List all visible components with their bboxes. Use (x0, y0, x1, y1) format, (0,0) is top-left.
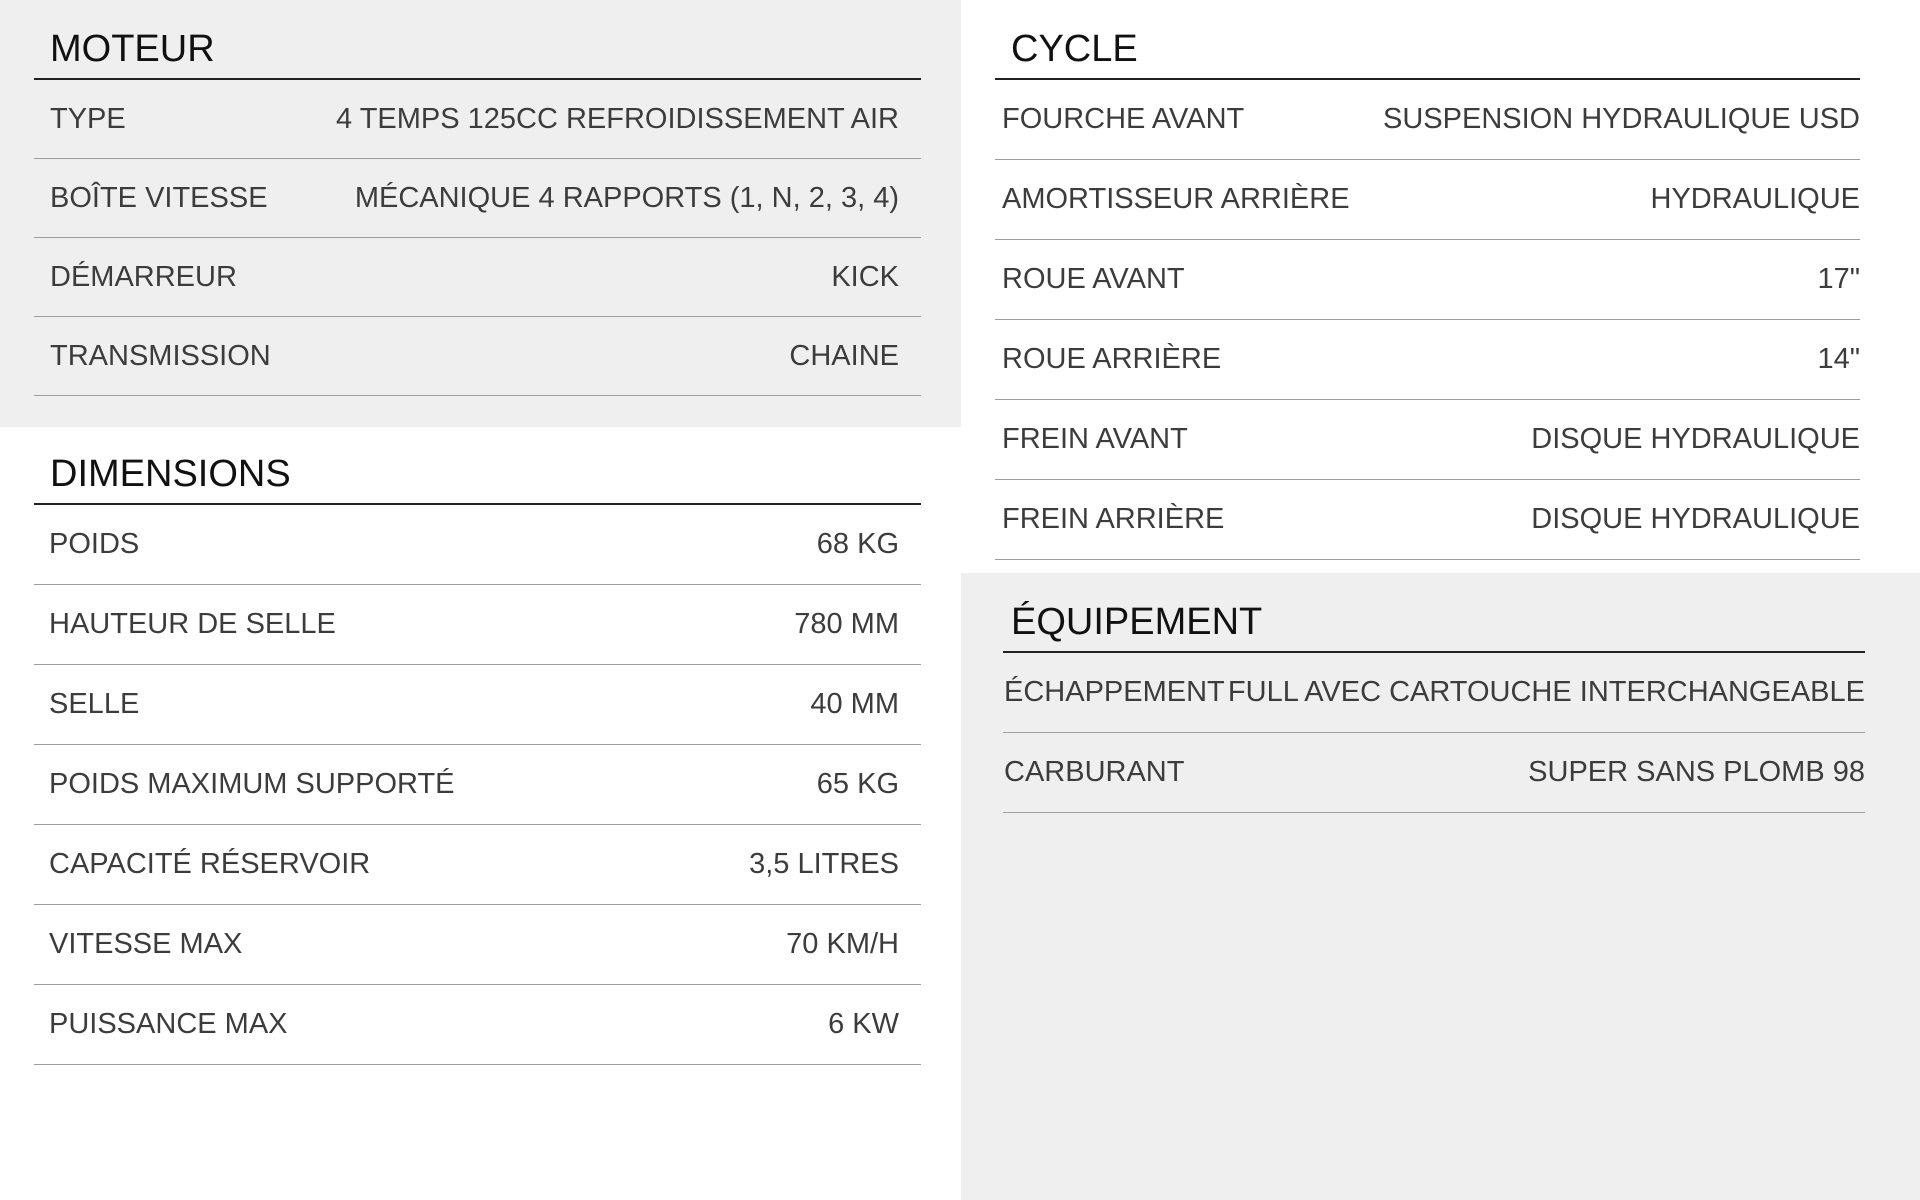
spec-label: FREIN ARRIÈRE (1002, 503, 1225, 535)
spec-row-vitesse-max (34, 905, 921, 985)
spec-value: HYDRAULIQUE (1650, 183, 1860, 215)
spec-label: HAUTEUR DE SELLE (49, 608, 336, 640)
spec-row-roue-arriere (995, 320, 1860, 400)
spec-label: CARBURANT (1004, 756, 1185, 788)
spec-row-frein-avant (995, 400, 1860, 480)
moteur-section (34, 0, 921, 396)
spec-label: FOURCHE AVANT (1002, 103, 1245, 135)
spec-row-boite-vitesse (34, 159, 921, 238)
spec-label: PUISSANCE MAX (49, 1008, 288, 1040)
spec-label: TRANSMISSION (50, 339, 271, 372)
spec-row-poids-maximum (34, 745, 921, 825)
spec-label: AMORTISSEUR ARRIÈRE (1002, 183, 1350, 215)
spec-row-transmission (34, 317, 921, 396)
cycle-title: CYCLE (995, 0, 1860, 80)
spec-value: 780 MM (794, 608, 899, 640)
spec-label: POIDS (49, 528, 140, 560)
spec-label: CAPACITÉ RÉSERVOIR (49, 848, 371, 880)
spec-value: 3,5 LITRES (749, 848, 899, 880)
spec-label: FREIN AVANT (1002, 423, 1188, 455)
spec-row-type (34, 80, 921, 159)
spec-value: CHAINE (789, 339, 899, 372)
spec-label: ROUE AVANT (1002, 263, 1185, 295)
spec-value: 4 TEMPS 125CC REFROIDISSEMENT AIR (336, 102, 899, 135)
spec-value: 40 MM (810, 688, 899, 720)
spec-value: 17" (1817, 263, 1860, 295)
spec-row-roue-avant (995, 240, 1860, 320)
spec-value: DISQUE HYDRAULIQUE (1531, 503, 1860, 535)
spec-row-capacite-reservoir (34, 825, 921, 905)
spec-value: KICK (831, 260, 899, 293)
spec-label: TYPE (50, 102, 126, 135)
spec-row-echappement (1003, 653, 1865, 733)
spec-row-selle (34, 665, 921, 745)
moteur-title: MOTEUR (34, 0, 921, 80)
spec-label: ÉCHAPPEMENT (1004, 676, 1225, 708)
spec-row-puissance-max (34, 985, 921, 1065)
spec-label: BOÎTE VITESSE (50, 181, 268, 214)
spec-value: 68 KG (816, 528, 899, 560)
spec-label: SELLE (49, 688, 140, 720)
dimensions-title: DIMENSIONS (34, 425, 921, 505)
dimensions-section (34, 425, 921, 1065)
spec-row-poids (34, 505, 921, 585)
spec-value: SUSPENSION HYDRAULIQUE USD (1383, 103, 1860, 135)
equipement-title: ÉQUIPEMENT (1003, 573, 1865, 653)
spec-label: DÉMARREUR (50, 260, 237, 293)
spec-label: POIDS MAXIMUM SUPPORTÉ (49, 768, 455, 800)
spec-row-demarreur (34, 238, 921, 317)
spec-value: DISQUE HYDRAULIQUE (1531, 423, 1860, 455)
spec-label: ROUE ARRIÈRE (1002, 343, 1222, 375)
spec-value: 70 KM/H (786, 928, 899, 960)
equipement-section (1003, 573, 1865, 813)
spec-value: SUPER SANS PLOMB 98 (1528, 756, 1865, 788)
spec-row-frein-arriere (995, 480, 1860, 560)
spec-value: 14" (1817, 343, 1860, 375)
spec-row-carburant (1003, 733, 1865, 813)
spec-value: FULL AVEC CARTOUCHE INTERCHANGEABLE (1227, 676, 1865, 708)
spec-value: MÉCANIQUE 4 RAPPORTS (1, N, 2, 3, 4) (354, 181, 899, 214)
spec-value: 65 KG (816, 768, 899, 800)
spec-row-fourche-avant (995, 80, 1860, 160)
spec-row-amortisseur-arriere (995, 160, 1860, 240)
spec-label: VITESSE MAX (49, 928, 243, 960)
spec-value: 6 KW (828, 1008, 899, 1040)
spec-row-hauteur-de-selle (34, 585, 921, 665)
cycle-section (995, 0, 1860, 560)
